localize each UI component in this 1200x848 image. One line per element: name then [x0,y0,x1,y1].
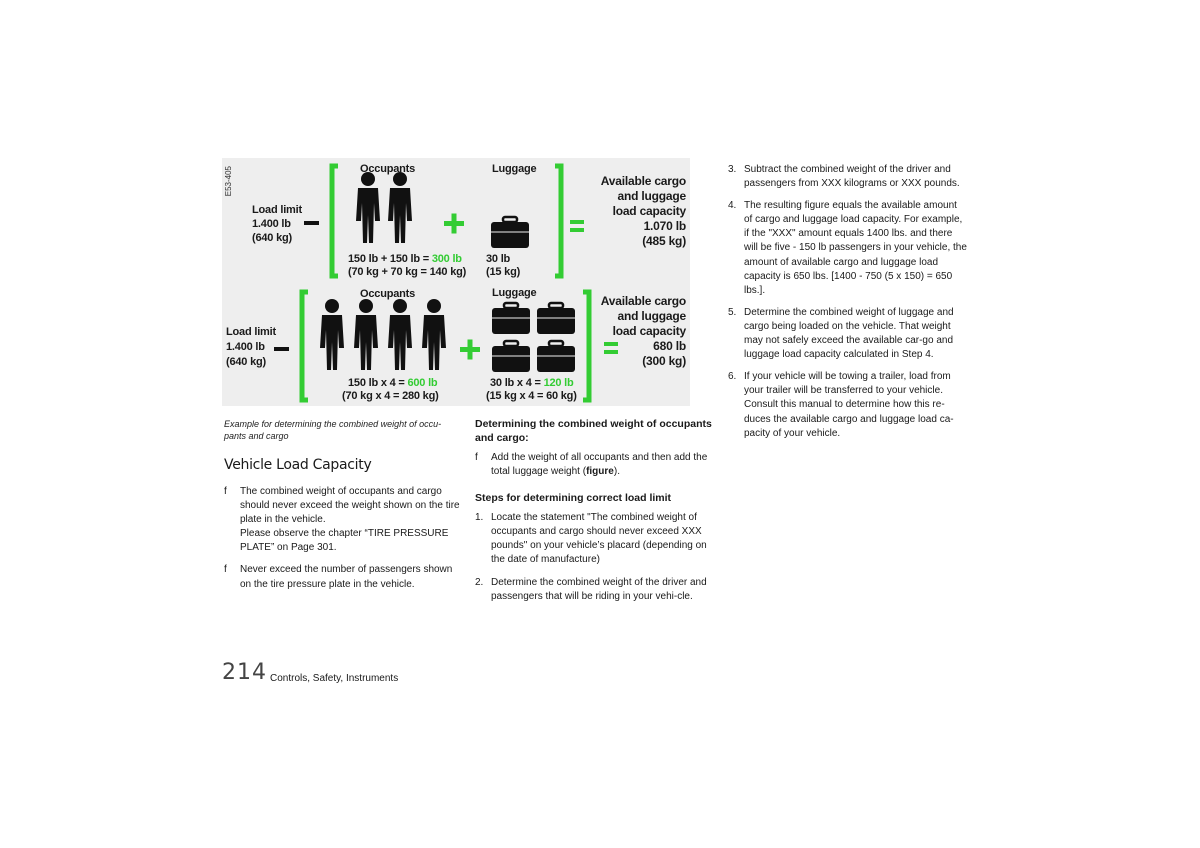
bracket-right-bottom [583,292,589,400]
person-icon [356,172,380,243]
bullet-marker: f [224,564,227,576]
result-line-1: Available cargo [600,174,686,188]
step-number: 6. [728,371,737,383]
step-item [728,199,968,298]
bracket-right-top [555,166,561,276]
column-3 [728,163,968,449]
suitcase-icon [537,341,575,372]
section-title: Vehicle Load Capacity [224,457,372,473]
load-limit-kg: (640 kg) [226,356,266,368]
luggage-weight-lb: 30 lb [486,253,511,265]
occupants-weight-lb: 150 lb x 4 = 600 lb [348,377,438,389]
suitcase-icon [491,217,529,248]
heading-combined-weight: Determining the combined weight of occupants and cargo: [475,418,712,444]
item-text: Add the weight of all occupants and then add the total luggage weight (figure). [491,452,708,478]
step-text: Subtract the combined weight of the driver and passengers from XXX kilograms or XXX pounds. [744,164,960,190]
step-item [475,576,715,604]
figure-caption: Example for determining the combined weight of occu-pants and cargo [224,419,442,441]
column-2 [475,417,715,612]
step-number: 4. [728,200,737,212]
bracket-left-bottom [302,292,308,400]
step-number: 1. [475,512,484,524]
step-text: Determine the combined weight of luggage and cargo being loaded on the vehicle. That weight may not safely exceed the available car-go and luggage load capacity calculated in Step 4. [744,306,954,361]
bullet-marker: f [224,486,227,497]
step-text: If your vehicle will be towing a trailer, load from your trailer will be transferred to your vehicle. Consult this manual to determine how this re-duces the available cargo and luggage load ca-pacity of your vehicle. [744,371,954,439]
occupants-heading: Occupants [360,163,416,175]
luggage-weight-kg: (15 kg) [486,266,521,278]
luggage-weight-lb: 30 lb x 4 = 120 lb [490,377,574,389]
list-item [475,451,715,479]
step-item [728,163,968,191]
bracket-left-top [332,166,338,276]
result-line-3: load capacity [612,324,686,338]
person-icon [388,299,412,370]
heading-steps: Steps for determining correct load limit [475,492,672,505]
item-text: Never exceed the number of passengers shown on the tire pressure plate in the vehicle. [240,564,453,590]
load-limit-label: Load limit [226,326,276,338]
result-line-1: Available cargo [600,294,686,308]
luggage-heading: Luggage [492,163,537,175]
load-limit-label: Load limit [252,204,302,216]
suitcase-icon [492,341,530,372]
step-number: 2. [475,576,484,588]
load-limit-lb: 1.400 lb [252,218,291,230]
column-1 [224,485,462,600]
suitcase-icon [537,303,575,334]
step-text: Determine the combined weight of the driver and passengers that will be riding in your vehi-cle. [491,576,707,602]
suitcase-icon [492,303,530,334]
footer-section: Controls, Safety, Instruments [270,673,399,684]
person-icon [388,172,412,243]
step-item [728,306,968,362]
list-item [224,563,462,591]
bullet-marker: f [475,452,478,463]
occupants-weight-kg: (70 kg + 70 kg = 140 kg) [348,266,467,278]
result-line-3: load capacity [612,204,686,218]
result-kg: (485 kg) [642,234,686,248]
list-item [224,485,462,555]
figure-id: E53-405 [224,166,233,197]
step-item [728,370,968,440]
result-lb: 1.070 lb [643,219,686,233]
step-text: The resulting figure equals the available amount of cargo and luggage load capacity. For example, if the "XXX" amount equals 1400 lbs. and there will be five - 150 lb passengers in your vehicle, the amount of available cargo and luggage load capacity is 650 lbs. [1400 - 750 (5 x 150) = 650 lbs.]. [744,200,967,296]
step-number: 5. [728,306,737,318]
load-limit-lb: 1.400 lb [226,341,265,353]
person-icon [354,299,378,370]
result-lb: 680 lb [653,339,686,353]
result-line-2: and luggage [617,309,686,323]
item-extra: Please observe the chapter “TIRE PRESSURE PLATE” on Page 301. [240,528,449,554]
person-icon [422,299,446,370]
step-number: 3. [728,164,737,175]
result-line-2: and luggage [617,189,686,203]
luggage-weight-kg: (15 kg x 4 = 60 kg) [486,390,577,402]
item-text: The combined weight of occupants and cargo should never exceed the weight shown on the tire plate in the vehicle. [240,486,460,526]
step-text: Locate the statement "The combined weight of occupants and cargo should never exceed XXX pounds" on your vehicle’s placard (depending on the date of manufacture) [491,512,707,566]
person-icon [320,299,344,370]
load-limit-kg: (640 kg) [252,232,292,244]
occupants-weight-kg: (70 kg x 4 = 280 kg) [342,390,439,402]
page-number: 214 [222,660,267,685]
load-capacity-figure [222,158,690,406]
step-item [475,511,715,567]
occupants-weight-lb: 150 lb + 150 lb = 300 lb [348,253,462,265]
result-kg: (300 kg) [642,354,686,368]
luggage-heading: Luggage [492,287,537,299]
occupants-heading: Occupants [360,288,416,300]
